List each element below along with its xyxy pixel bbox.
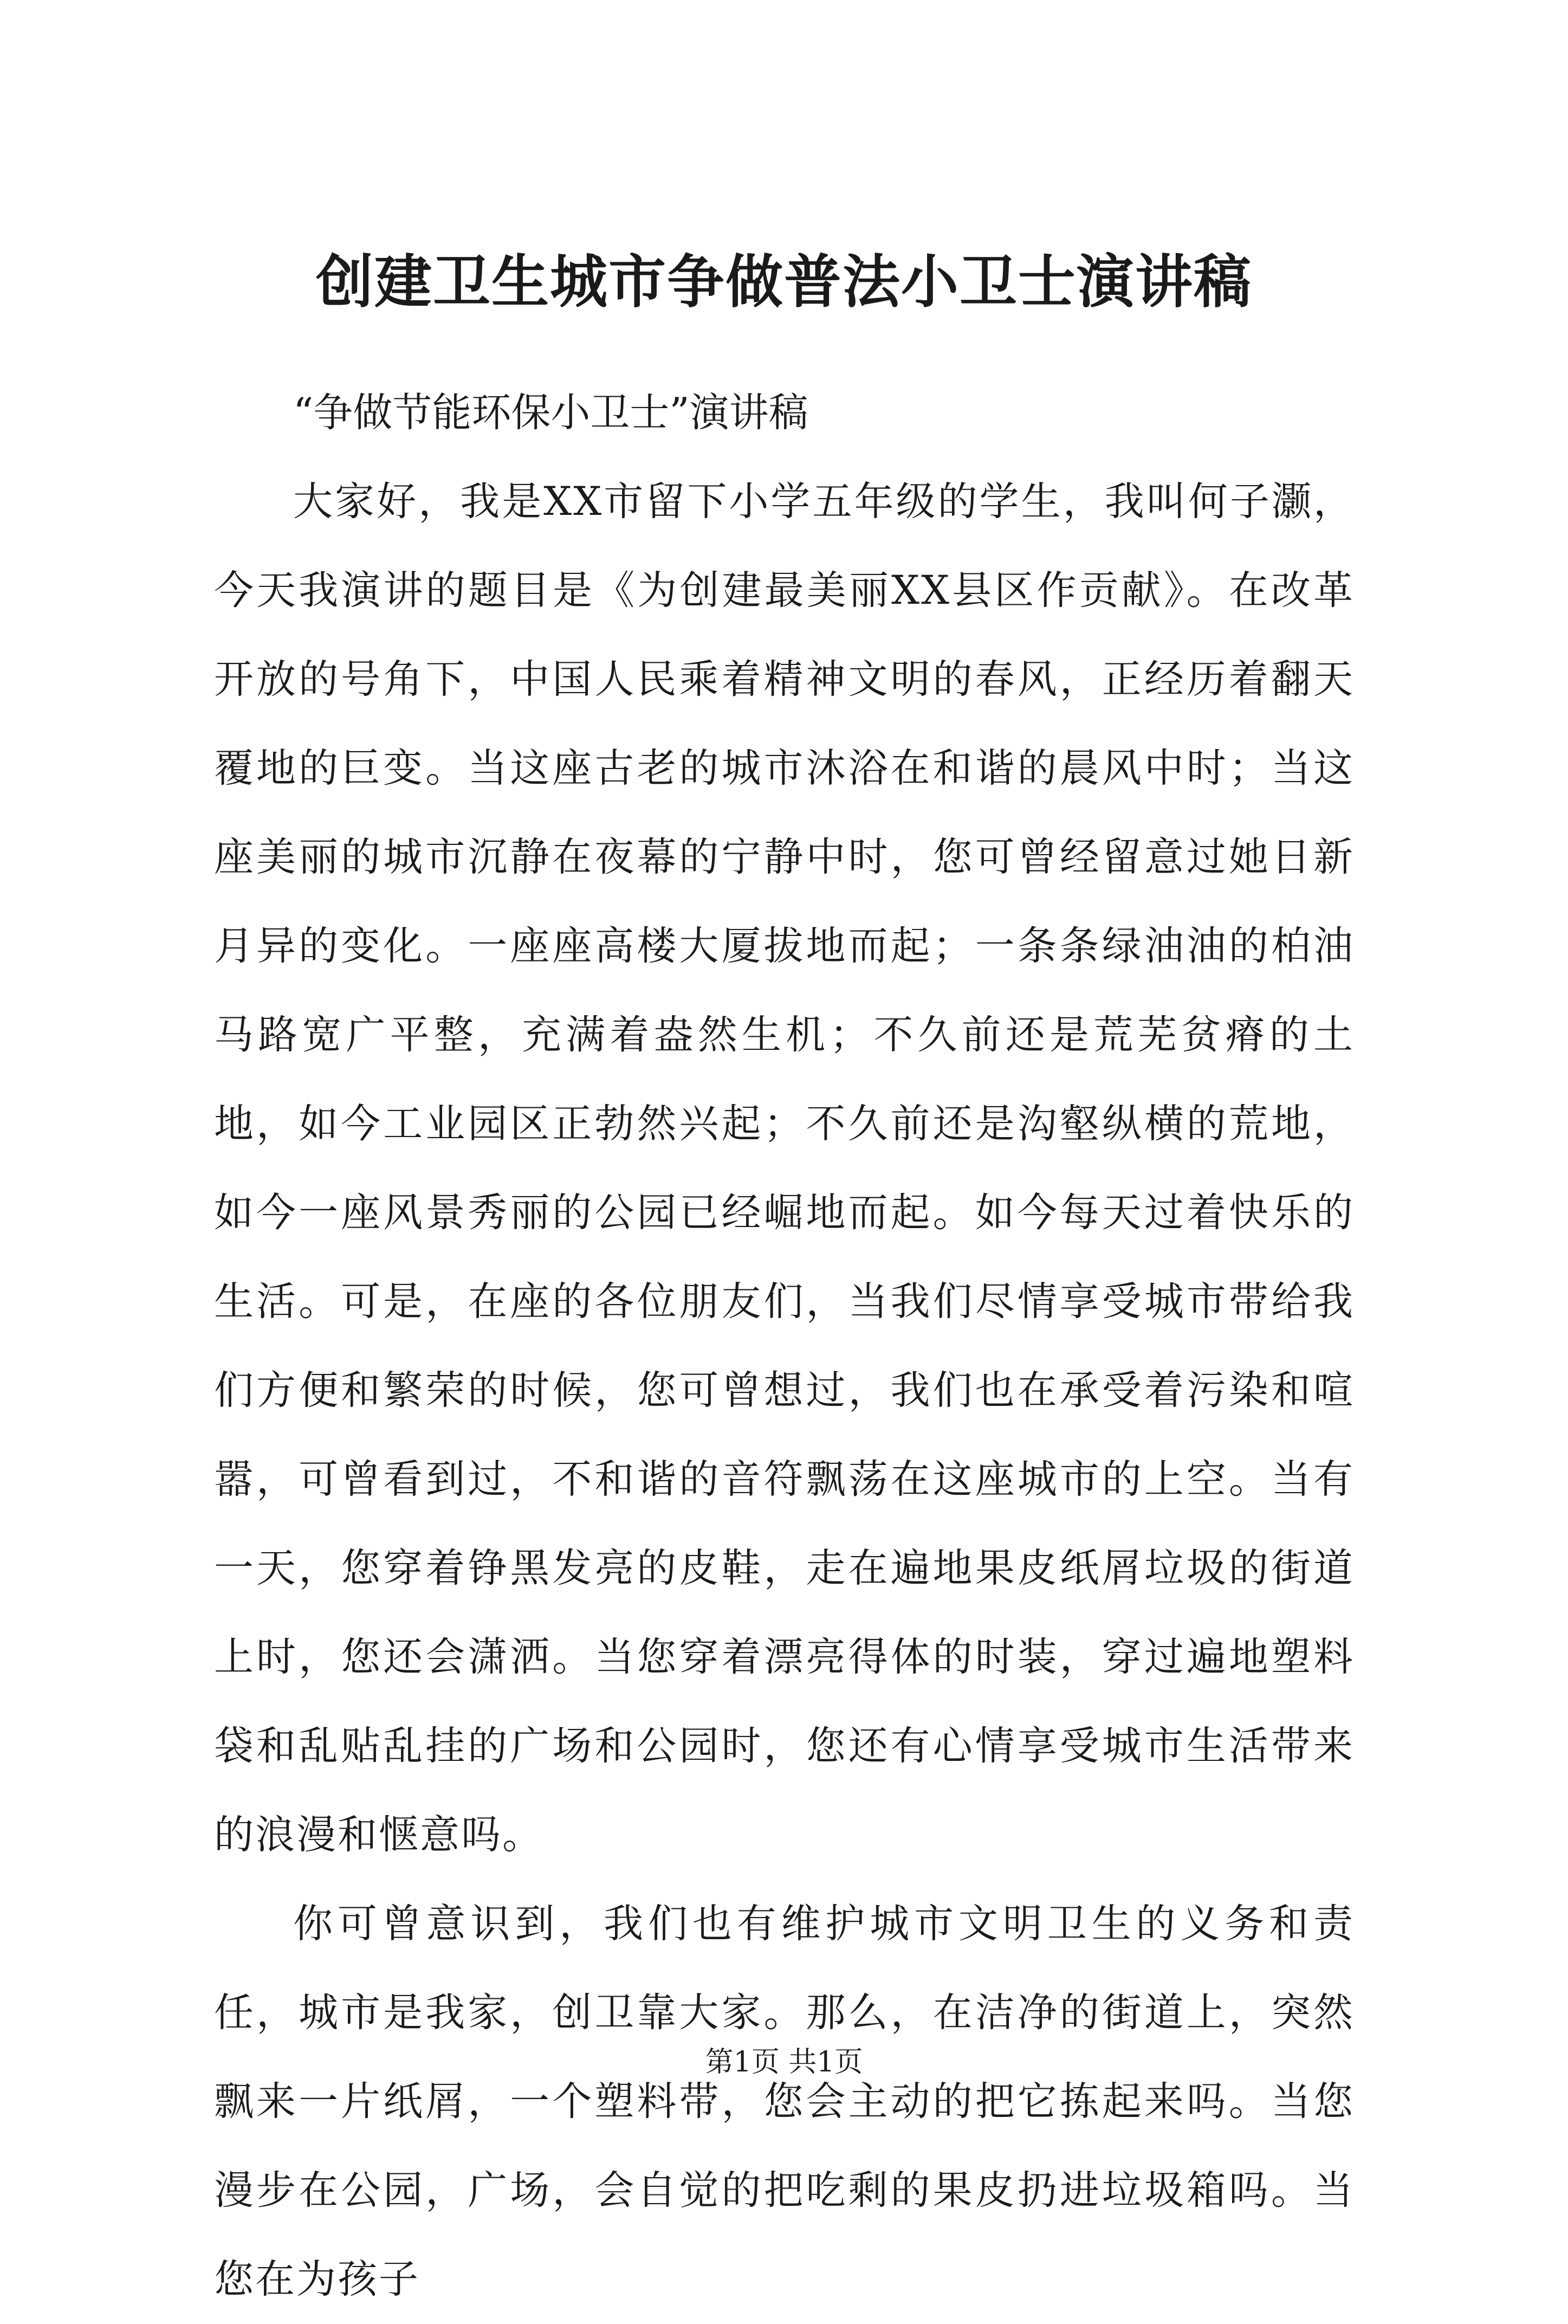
document-title: 创建卫生城市争做普法小卫士演讲稿 (316, 248, 1252, 315)
body-paragraph: 你可曾意识到，我们也有维护城市文明卫生的义务和责任，城市是我家，创卫靠大家。那么，在洁净的街道上，突然飘来一片纸屑，一个塑料带，您会主动的把它拣起来吗。当您漫步在公园，广场，会自觉的把吃剩的果皮扔进垃圾箱吗。当您在为孩子 (214, 1901, 1355, 2302)
document-subtitle: “争做节能环保小卫士”演讲稿 (293, 390, 808, 436)
page-number-footer: 第1页 共1页 (705, 2046, 863, 2078)
document-body (214, 369, 1355, 2324)
body-paragraph: 大家好，我是XX市留下小学五年级的学生，我叫何子灏，今天我演讲的题目是《为创建最美丽XX县区作贡献》。在改革开放的号角下，中国人民乘着精神文明的春风，正经历着翻天覆地的巨变。当这座古老的城市沐浴在和谐的晨风中时；当这座美丽的城市沉静在夜幕的宁静中时，您可曾经留意过她日新月异的变化。一座座高楼大厦拔地而起；一条条绿油油的柏油马路宽广平整，充满着盎然生机；不久前还是荒芜贫瘠的土地，如今工业园区正勃然兴起；不久前还是沟壑纵横的荒地，如今一座风景秀丽的公园已经崛地而起。如今每天过着快乐的生活。可是，在座的各位朋友们，当我们尽情享受城市带给我们方便和繁荣的时候，您可曾想过，我们也在承受着污染和喧嚣，可曾看到过，不和谐的音符飘荡在这座城市的上空。当有一天，您穿着铮黑发亮的皮鞋，走在遍地果皮纸屑垃圾的街道上时，您还会潇洒。当您穿着漂亮得体的时装，穿过遍地塑料袋和乱贴乱挂的广场和公园时，您还有心情享受城市生活带来的浪漫和惬意吗。 (214, 479, 1355, 1858)
